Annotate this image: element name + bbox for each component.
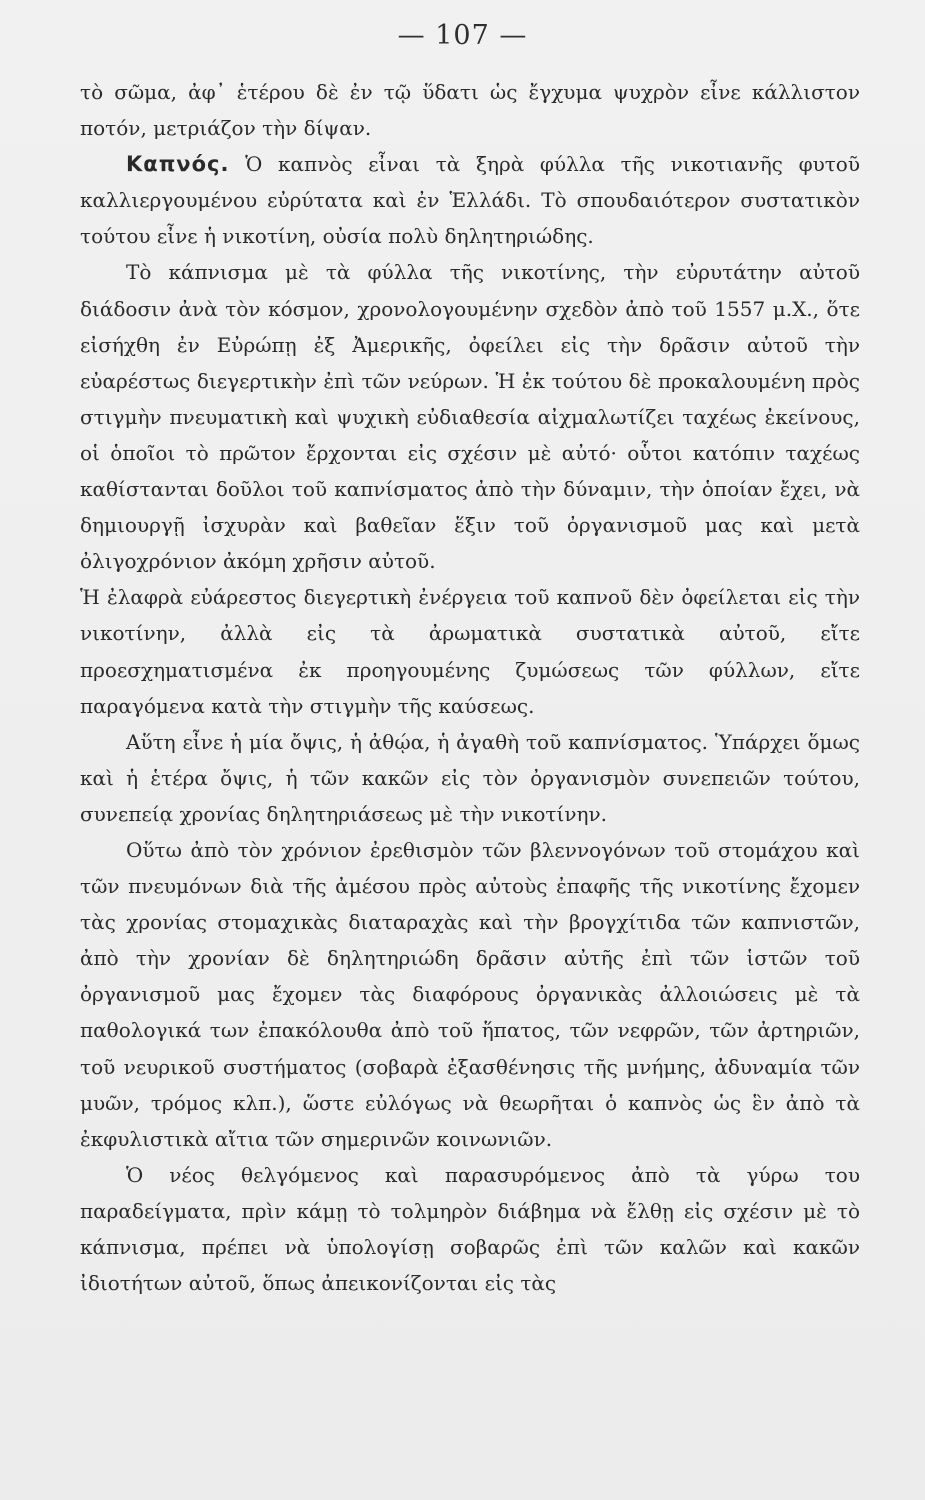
body-text [80, 74, 860, 1301]
paragraph-continuation: τὸ σῶμα, ἀφ᾽ ἑτέρου δὲ ἐν τῷ ὕδατι ὡς ἔγχυμα ψυχρὸν εἶνε κάλλιστον ποτόν, μετριάζον τὴν δίψαν. [80, 80, 860, 141]
paragraph-youth-advice: Ὁ νέος θελγόμενος καὶ παρασυρόμενος ἀπὸ τὰ γύρω του παραδείγματα, πρὶν κάμῃ τὸ τολμηρὸν διάβημα νὰ ἔλθῃ εἰς σχέσιν μὲ τὸ κάπνισμα, πρέπει νὰ ὑπολογίσῃ σοβαρῶς ἐπὶ τῶν καλῶν καὶ κακῶν ἰδιοτήτων αὐτοῦ, ὅπως ἀπεικονίζονται εἰς τὰς [80, 1162, 860, 1296]
paragraph-smoking-history: Τὸ κάπνισμα μὲ τὰ φύλλα τῆς νικοτίνης, τὴν εὐρυτάτην αὐτοῦ διάδοσιν ἀνὰ τὸν κόσμον, χρονολογουμένην σχεδὸν ἀπὸ τοῦ 1557 μ.Χ., ὅτε εἰσήχθη ἐν Εὐρώπῃ ἐξ Ἀμερικῆς, ὀφείλει εἰς τὴν δρᾶσιν αὐτοῦ τὴν εὐαρέστως διεγερτικὴν ἐπὶ τῶν νεύρων. Ἡ ἐκ τούτου δὲ προκαλουμένη πρὸς στιγμὴν πνευματικὴ καὶ ψυχικὴ εὐδιαθεσία αἰχμαλωτίζει ταχέως ἐκείνους, οἱ ὁποῖοι τὸ πρῶτον ἔρχονται εἰς σχέσιν μὲ αὐτό· οὗτοι κατόπιν ταχέως καθίστανται δοῦλοι τοῦ καπνίσματος ἀπὸ τὴν δύναμιν, τὴν ὁποίαν ἔχει, νὰ δημιουργῇ ἰσχυρὰν καὶ βαθεῖαν ἕξιν τοῦ ὀργανισμοῦ μας καὶ μετὰ ὀλιγοχρόνιον ἀκόμη χρῆσιν αὐτοῦ. [80, 260, 860, 574]
page-number: — 107 — [397, 20, 528, 51]
paragraph-tobacco-definition [80, 146, 860, 254]
paragraph-text: Ὁ καπνὸς εἶναι τὰ ξηρὰ φύλλα τῆς νικοτιανῆς φυτοῦ καλλιεργουμένου εὐρύτατα καὶ ἐν Ἑλλάδι. Τὸ σπουδαιότερον συστατικὸν τούτου εἶνε ἡ νικοτίνη, οὐσία πολὺ δηλητηριώδης. [80, 152, 860, 249]
paragraph-health-effects: Οὕτω ἀπὸ τὸν χρόνιον ἐρεθισμὸν τῶν βλεννογόνων τοῦ στομάχου καὶ τῶν πνευμόνων διὰ τῆς ἀμέσου πρὸς αὐτοὺς ἐπαφῆς τῆς νικοτίνης ἔχομεν τὰς χρονίας στομαχικὰς διαταραχὰς καὶ τὴν βρογχίτιδα τῶν καπνιστῶν, ἀπὸ τὴν χρονίαν δὲ δηλητηριώδη δρᾶσιν αὐτῆς ἐπὶ τῶν ἱστῶν τοῦ ὀργανισμοῦ μας ἔχομεν τὰς διαφόρους ὀργανικὰς ἀλλοιώσεις μὲ τὰ παθολογικά των ἐπακόλουθα ἀπὸ τοῦ ἥπατος, τῶν νεφρῶν, τῶν ἀρτηριῶν, τοῦ νευρικοῦ συστήματος (σοβαρὰ ἐξασθένησις τῆς μνήμης, ἀδυναμία τῶν μυῶν, τρόμος κλπ.), ὥστε εὐλόγως νὰ θεωρῆται ὁ καπνὸς ὡς ἓν ἀπὸ τὰ ἐκφυλιστικὰ αἴτια τῶν σημερινῶν κοινωνιῶν. [80, 837, 860, 1151]
paragraph-two-sides: Αὕτη εἶνε ἡ μία ὄψις, ἡ ἀθῴα, ἡ ἀγαθὴ τοῦ καπνίσματος. Ὑπάρχει ὅμως καὶ ἡ ἑτέρα ὄψις, ἡ τῶν κακῶν εἰς τὸν ὀργανισμὸν συνεπειῶν τούτου, συνεπείᾳ χρονίας δηλητηριάσεως μὲ τὴν νικοτίνην. [80, 729, 860, 826]
paragraph-stimulating-action: Ἡ ἐλαφρὰ εὐάρεστος διεγερτικὴ ἐνέργεια τοῦ καπνοῦ δὲν ὀφείλεται εἰς τὴν νικοτίνην, ἀλλὰ εἰς τὰ ἀρωματικὰ συστατικὰ αὐτοῦ, εἴτε προεσχηματισμένα ἐκ προηγουμένης ζυμώσεως τῶν φύλλων, εἴτε παραγόμενα κατὰ τὴν στιγμὴν τῆς καύσεως. [80, 585, 860, 718]
section-heading-tobacco: Καπνός. [126, 152, 230, 177]
